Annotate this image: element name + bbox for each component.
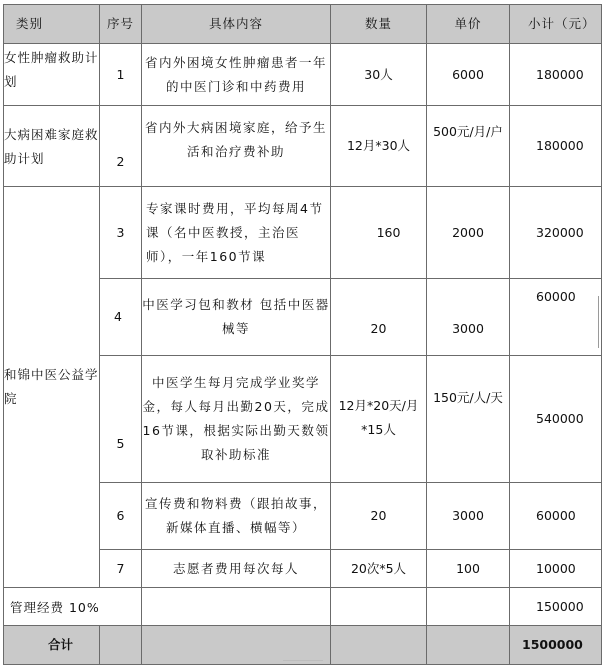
row-no: 7 (100, 550, 142, 588)
table-row (4, 44, 602, 106)
empty-cell (331, 588, 427, 626)
total-row (4, 626, 602, 665)
category-cell: 和锦中医公益学院 (4, 187, 100, 588)
table-row (4, 106, 602, 187)
content-cell: 省内外大病困境家庭，给予生活和治疗费补助 (142, 106, 331, 187)
header-row (4, 5, 602, 44)
total-subtotal: 1500000 (510, 626, 602, 665)
category-cell: 大病困难家庭救助计划 (4, 106, 100, 187)
unit-price-cell: 3000 (427, 279, 510, 356)
row-no: 2 (100, 106, 142, 187)
category-cell: 女性肿瘤救助计划 (4, 44, 100, 106)
content-cell: 专家课时费用，平均每周4节课（名中医教授，主治医师），一年160节课 (142, 187, 331, 279)
empty-cell (100, 626, 142, 665)
content-cell: 中医学生每月完成学业奖学金，每人每月出勤20天，完成16节课，根据实际出勤天数领取补助标准 (142, 356, 331, 483)
header-subtotal: 小计（元） (510, 5, 602, 44)
empty-cell (427, 588, 510, 626)
content-cell: 志愿者费用每次每人 (142, 550, 331, 588)
quantity-cell: 30人 (331, 44, 427, 106)
management-label: 管理经费 10% (4, 588, 142, 626)
unit-price-cell: 2000 (427, 187, 510, 279)
header-category: 类别 (4, 5, 100, 44)
content-cell: 宣传费和物料费（跟拍故事，新媒体直播、横幅等） (142, 483, 331, 550)
unit-price-cell: 100 (427, 550, 510, 588)
content-cell: 省内外困境女性肿瘤患者一年的中医门诊和中药费用 (142, 44, 331, 106)
empty-cell (427, 626, 510, 665)
quantity-cell: 20次*5人 (331, 550, 427, 588)
header-content: 具体内容 (142, 5, 331, 44)
quantity-cell: 12月*20天/月*15人 (331, 356, 427, 483)
header-quantity: 数量 (331, 5, 427, 44)
row-no: 5 (100, 356, 142, 483)
subtotal-cell: 180000 (510, 44, 602, 106)
management-subtotal: 150000 (510, 588, 602, 626)
row-no: 6 (100, 483, 142, 550)
quantity-cell: 20 (331, 483, 427, 550)
row-no: 1 (100, 44, 142, 106)
management-row (4, 588, 602, 626)
budget-table (3, 4, 602, 665)
sheet-edge-marker (598, 296, 605, 348)
unit-price-cell: 500元/月/户 (427, 106, 510, 187)
row-no: 4 (100, 279, 142, 356)
empty-cell (331, 626, 427, 665)
quantity-cell: 160 (331, 187, 427, 279)
total-label: 合计 (4, 626, 100, 665)
subtotal-cell: 540000 (510, 356, 602, 483)
unit-price-cell: 6000 (427, 44, 510, 106)
empty-cell (142, 588, 331, 626)
header-unit-price: 单价 (427, 5, 510, 44)
subtotal-cell: 60000 (510, 483, 602, 550)
row-no: 3 (100, 187, 142, 279)
subtotal-cell: 60000 (510, 279, 602, 356)
subtotal-cell: 320000 (510, 187, 602, 279)
subtotal-cell: 10000 (510, 550, 602, 588)
unit-price-cell: 3000 (427, 483, 510, 550)
unit-price-cell: 150元/人/天 (427, 356, 510, 483)
empty-cell (142, 626, 331, 665)
content-cell: 中医学习包和教材 包括中医器械等 (142, 279, 331, 356)
header-no: 序号 (100, 5, 142, 44)
quantity-cell: 20 (331, 279, 427, 356)
table-row (4, 187, 602, 279)
quantity-cell: 12月*30人 (331, 106, 427, 187)
subtotal-cell: 180000 (510, 106, 602, 187)
